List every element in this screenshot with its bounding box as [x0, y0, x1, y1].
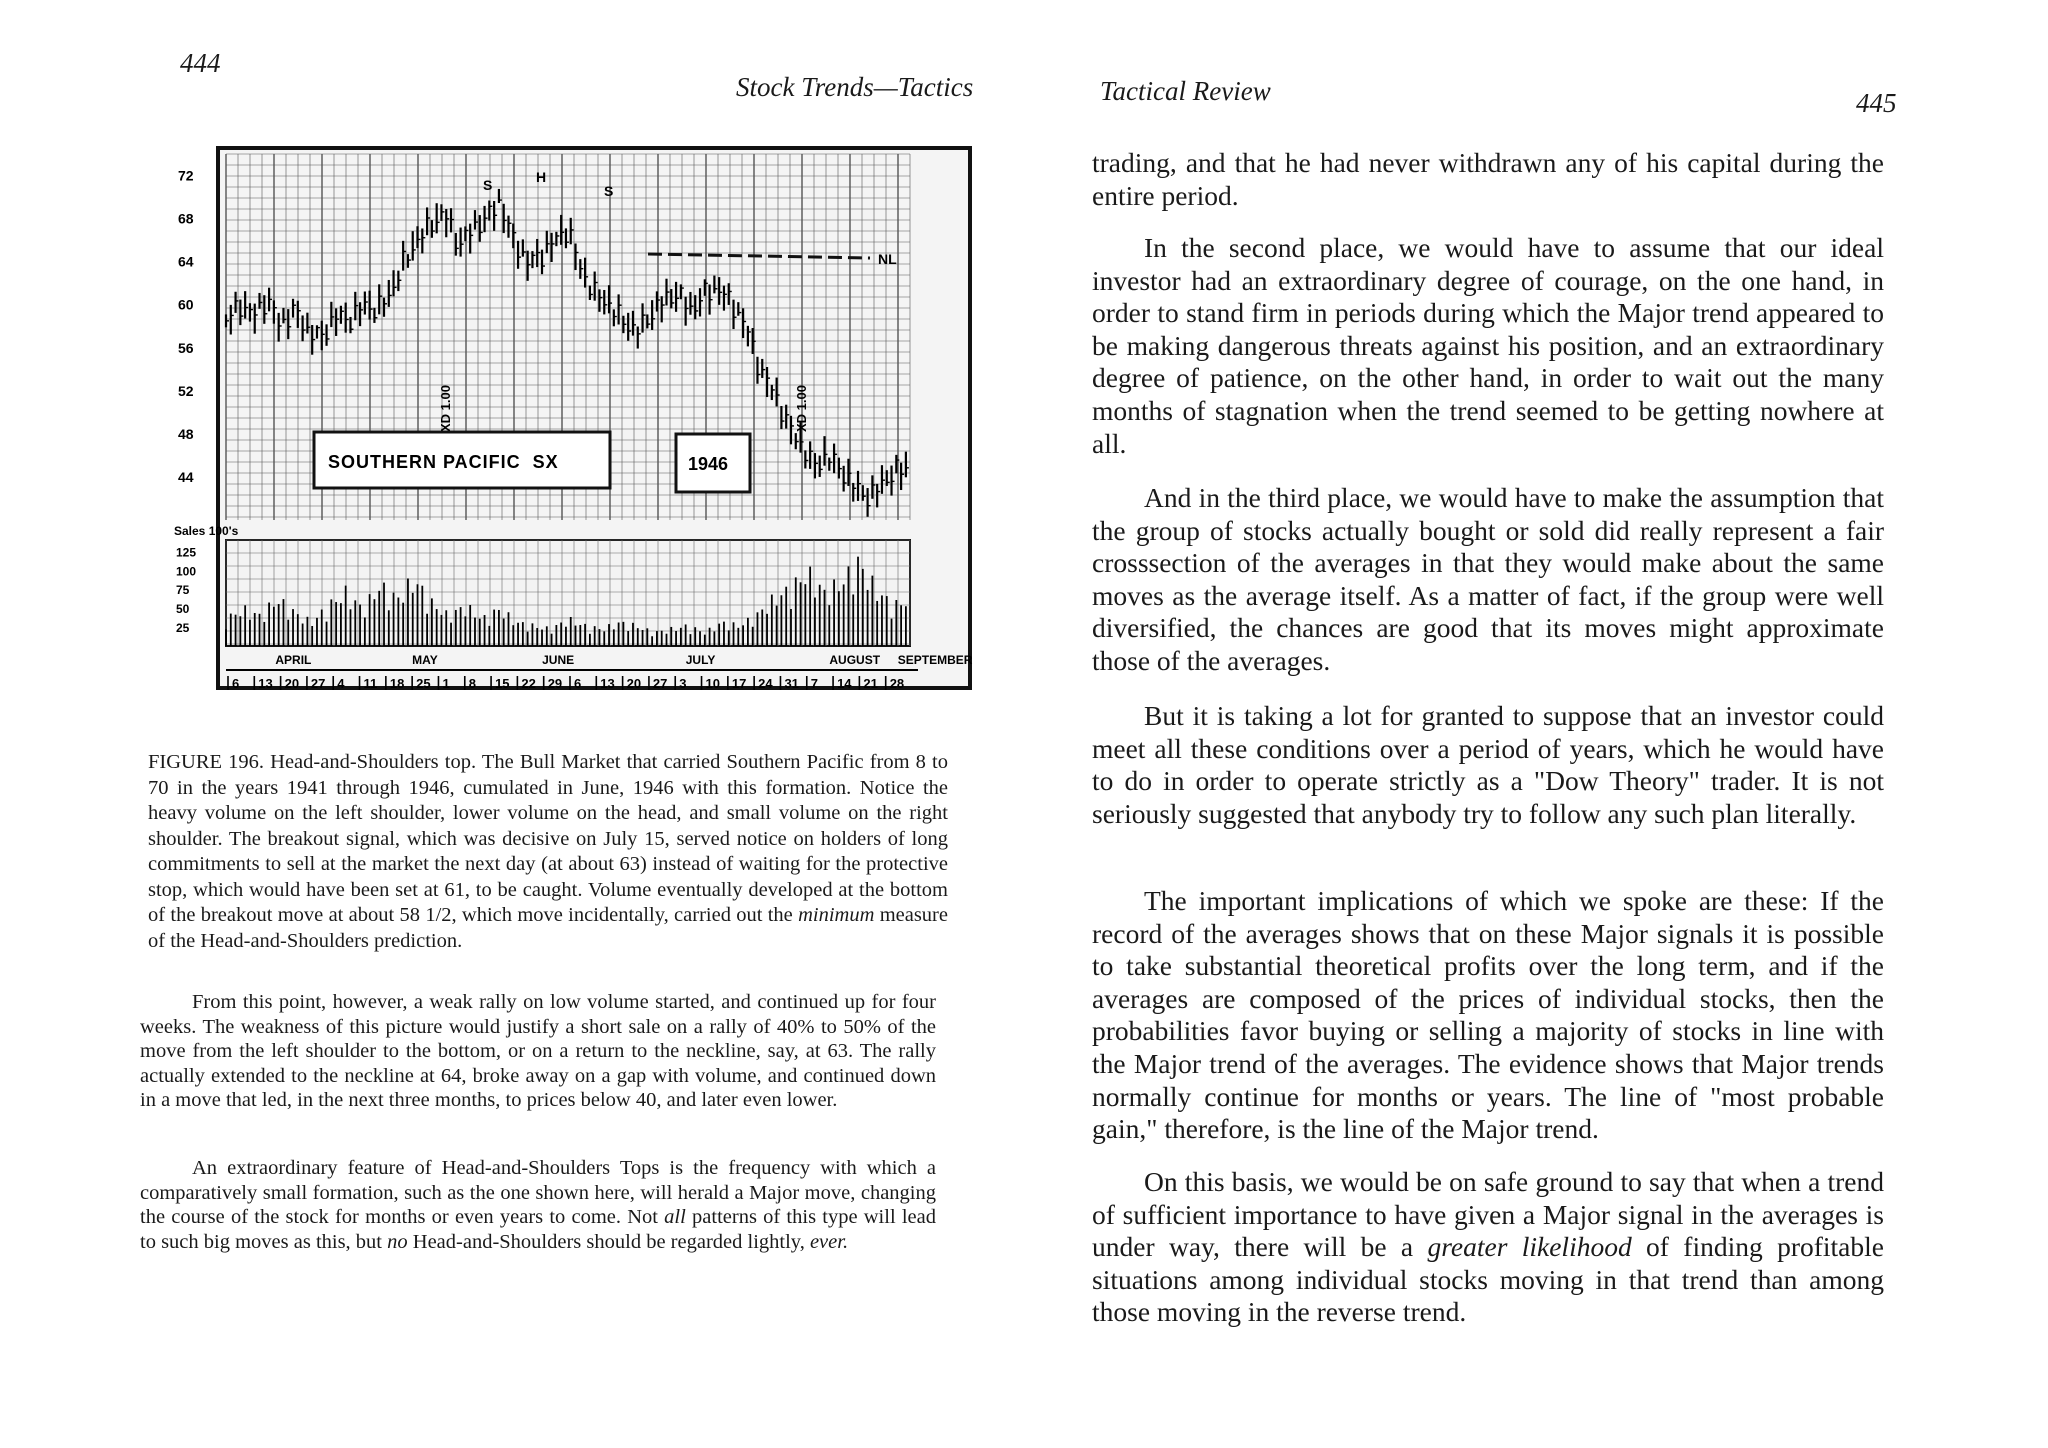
head-marker: H [536, 169, 547, 185]
month-label: JULY [685, 653, 716, 667]
page-number-right: 445 [1856, 88, 1897, 118]
page-number-left: 444 [180, 48, 221, 78]
right-p5-a: On this basis, we would be on safe ground to say that when a trend of sufficient importance to have given a Major signal in the averages is under way, there will be a [1092, 1166, 1884, 1263]
volume-axis-label: 125 [176, 545, 197, 560]
left-p2-em3: ever. [809, 1230, 849, 1253]
left-p2-b: patterns of this type will lead to such big moves as this, but [140, 1206, 936, 1253]
week-date-label: 20 [284, 676, 300, 691]
right-paragraph-5 [1092, 1166, 1884, 1329]
month-label: AUGUST [829, 653, 881, 667]
week-date-label: 3 [679, 676, 687, 691]
right-paragraph-1-text: In the second place, we would have to assume that our ideal investor had an extraordinary degree of courage, on the one hand, in order to stand firm in periods during which the Major trend appeared to be making dangerous threats against his position, and an extraordinary degree of patience, on the other hand, in order to wait out the many months of stagnation when the trend seemed to be getting nowhere at all. [1092, 232, 1884, 459]
week-date-label: 21 [863, 676, 878, 691]
month-label: SEPTEMBER [897, 653, 973, 667]
chart-svg [158, 142, 978, 742]
week-date-label: 31 [784, 676, 799, 691]
left-p2-a: An extraordinary feature of Head-and-Shoulders Tops is the frequency with which a comparatively small formation, such as the one shown here, will herald a Major move, changing the course of the stock for months or even years to come. Not [140, 1157, 936, 1228]
left-p2-em2: no [387, 1230, 408, 1253]
left-paragraph-1 [140, 990, 936, 1113]
ex-dividend-left: XD 1.00 [438, 385, 453, 432]
volume-axis-labels [176, 545, 196, 635]
month-label: JUNE [542, 653, 575, 667]
running-head-left: Stock Trends—Tactics [736, 72, 974, 102]
week-date-label: 1 [442, 676, 450, 691]
left-paragraph-2 [140, 1156, 936, 1254]
week-date-label: 29 [547, 676, 563, 691]
week-date-label: 18 [389, 676, 405, 691]
left-p2-em1: all [664, 1206, 686, 1228]
right-shoulder-marker: S [604, 183, 614, 199]
volume-axis-label: 100 [176, 564, 197, 579]
week-date-label: 20 [626, 676, 642, 691]
price-axis-label: 44 [178, 468, 194, 485]
ex-dividend-right: XD 1.00 [794, 385, 809, 432]
week-date-label: 4 [337, 676, 345, 691]
week-date-label: 24 [758, 676, 773, 691]
price-axis-label: 72 [178, 167, 194, 184]
week-date-label: 8 [468, 676, 477, 691]
week-date-label: 7 [810, 676, 819, 691]
week-date-label: 15 [495, 676, 510, 691]
month-label: MAY [412, 653, 438, 667]
month-label: APRIL [275, 653, 312, 667]
week-date-label: 22 [521, 676, 536, 691]
week-date-label: 11 [363, 676, 378, 691]
right-paragraph-1 [1092, 232, 1884, 460]
week-date-label: 27 [652, 676, 668, 691]
left-shoulder-marker: S [483, 177, 493, 193]
price-axis-label: 56 [178, 339, 194, 356]
neckline-label: NL [878, 251, 897, 267]
week-date-label: 28 [889, 676, 905, 691]
running-head-right: Tactical Review [1100, 76, 1271, 106]
chart-title: SOUTHERN PACIFIC SX [328, 452, 559, 472]
stock-chart [158, 142, 978, 742]
left-paragraph-1-text: From this point, however, a weak rally on low volume started, and continued up for four weeks. The weakness of this picture would justify a short sale on a rally of 40% to 50% of the move from the left shoulder to the bottom, or on a return to the neckline, say, at 63. The rally actually extended to the neckline at 64, broke away on a gap with volume, and continued down in a move that led, in the next three months, to prices below 40, and later even lower. [140, 991, 936, 1111]
right-paragraph-3-text: But it is taking a lot for granted to suppose that an investor could meet all these conditions over a period of years, which he would have to do in order to operate strictly as a "Dow Theory" trader. It is not seriously suggested that anybody try to follow any such plan literally. [1092, 700, 1884, 829]
volume-axis-title: Sales 100's [174, 524, 239, 538]
price-axis-label: 68 [178, 210, 194, 227]
right-paragraph-4-text: The important implications of which we spoke are these: If the record of the averages shows that on these Major signals it is possible to take substantial theoretical profits over the long term, and if the averages are composed of the prices of individual stocks, then the probabilities favor buying or selling a majority of stocks in line with the Major trend of the averages. The evidence shows that Major trends normally continue for months or years. The line of "most probable gain," therefore, is the line of the Major trend. [1092, 885, 1884, 1145]
right-paragraph-0-text: trading, and that he had never withdrawn any of his capital during the entire period. [1092, 147, 1884, 211]
figure-caption [148, 750, 948, 954]
price-axis-labels [178, 168, 194, 485]
right-paragraph-2-text: And in the third place, we would have to make the assumption that the group of stocks actually bought or sold did really represent a fair crosssection of the averages in that they would make about the same moves as the average itself. As a matter of fact, if the group were well diversified, the chances are good that its moves might approximate those of the averages. [1092, 482, 1884, 676]
caption-text-2: measure of the Head-and-Shoulders prediction. [148, 904, 948, 952]
price-axis-label: 60 [178, 296, 194, 313]
volume-axis-label: 25 [176, 621, 190, 636]
right-paragraph-0 [1092, 147, 1884, 212]
week-date-label: 6 [232, 676, 240, 691]
week-date-label: 13 [258, 676, 273, 691]
week-date-label: 17 [731, 676, 747, 691]
price-axis-label: 64 [178, 253, 194, 270]
week-date-label: 25 [416, 676, 431, 691]
price-axis-label: 48 [178, 425, 194, 442]
week-date-label: 6 [574, 676, 582, 691]
volume-axis-label: 75 [176, 583, 190, 598]
week-date-label: 14 [837, 676, 852, 691]
week-date-label: 27 [310, 676, 326, 691]
week-date-label: 13 [600, 676, 615, 691]
left-p2-c: Head-and-Shoulders should be regarded lightly, [407, 1230, 810, 1253]
caption-text-1: FIGURE 196. Head-and-Shoulders top. The Bull Market that carried Southern Pacific from 8 to 70 in the years 1941 through 1946, cumulated in June, 1946 with this formation. Notice the heavy volume on the left shoulder, lower volume on the head, and small volume on the right shoulder. The breakout signal, which was decisive on July 15, served notice on holders of long commitments to sell at the market the next day (at about 63) instead of waiting for the protective stop, which would have been set at 61, to be caught. Volume eventually developed at the bottom of the breakout move at about 58 1/2, which move incidentally, carried out the [148, 751, 948, 926]
week-date-label: 10 [705, 676, 721, 691]
volume-axis-label: 50 [176, 602, 190, 617]
chart-year: 1946 [688, 454, 729, 474]
right-p5-em: greater likelihood [1427, 1231, 1632, 1263]
right-paragraph-4 [1092, 885, 1884, 1146]
caption-emphasis: minimum [798, 904, 875, 926]
right-paragraph-3 [1092, 700, 1884, 830]
right-p5-b: of finding profitable situations among individual stocks moving in that trend than among those moving in the reverse trend. [1092, 1231, 1884, 1328]
price-axis-label: 52 [178, 382, 194, 399]
right-paragraph-2 [1092, 482, 1884, 678]
